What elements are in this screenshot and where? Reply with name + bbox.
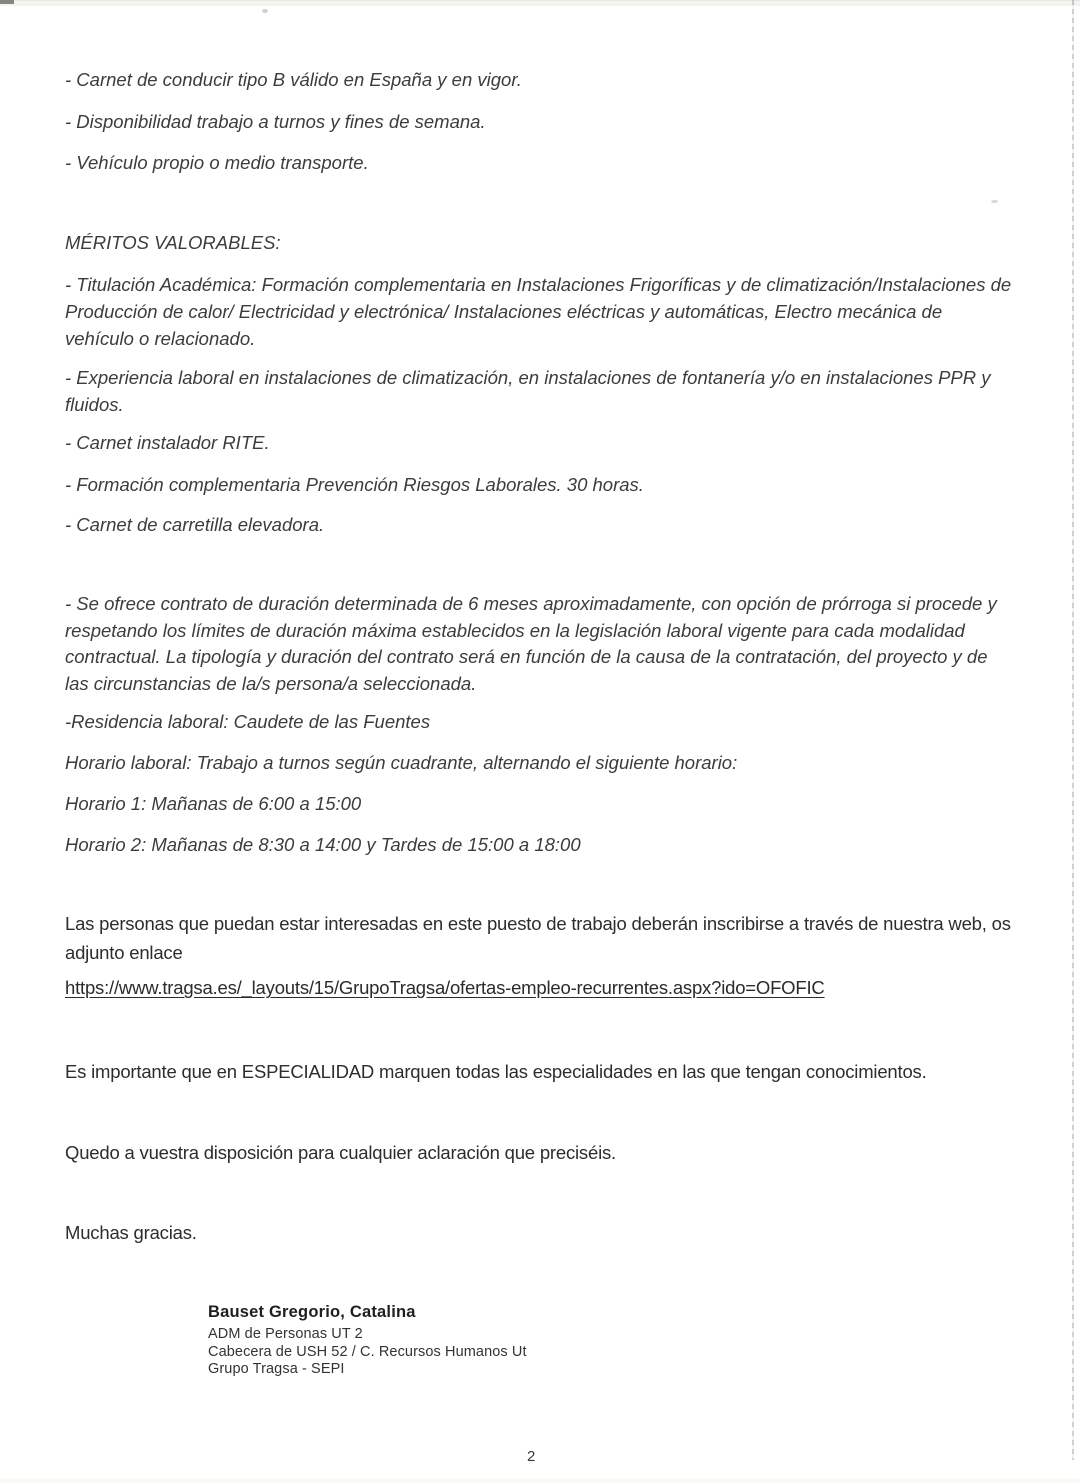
- merit-item: - Experiencia laboral en instalaciones de climatización, en instalaciones de fontanería y/o en instalaciones PPR y fluidos.: [65, 367, 991, 415]
- scan-artifact-speck: [262, 9, 268, 13]
- signature-block: [208, 1303, 527, 1379]
- thanks-line: Muchas gracias.: [65, 1222, 197, 1243]
- page-number: 2: [527, 1448, 536, 1465]
- scan-artifact-bottom-band: [0, 1479, 1080, 1483]
- scan-artifact-right-streak: [1072, 0, 1074, 1460]
- signature-role: ADM de Personas UT 2: [208, 1326, 363, 1342]
- requirement-item: - Vehículo propio o medio transporte.: [65, 152, 369, 173]
- schedule-option-2: Horario 2: Mañanas de 8:30 a 14:00 y Tardes de 15:00 a 18:00: [65, 834, 581, 855]
- scan-artifact-speck: [991, 200, 998, 203]
- merit-item: - Titulación Académica: Formación complementaria en Instalaciones Frigoríficas y de climatización/Instalaciones de Producción de calor/ Electricidad y electrónica/ Instalaciones eléctricas y automáticas, Electro mecánica de vehículo o relacionado.: [65, 274, 1012, 349]
- closing-line: Quedo a vuestra disposición para cualquier aclaración que preciséis.: [65, 1142, 616, 1163]
- speciality-note: Es importante que en ESPECIALIDAD marquen todas las especialidades en las que tengan conocimientos.: [65, 1061, 927, 1082]
- requirement-item: - Disponibilidad trabajo a turnos y fines de semana.: [65, 111, 486, 132]
- signature-department: Cabecera de USH 52 / C. Recursos Humanos Ut: [208, 1343, 527, 1360]
- application-intro: Las personas que puedan estar interesadas en este puesto de trabajo deberán inscribirse a través de nuestra web, os adjunto enlace: [65, 913, 1011, 963]
- merit-item: - Formación complementaria Prevención Riesgos Laborales. 30 horas.: [65, 474, 644, 495]
- signature-company: Grupo Tragsa - SEPI: [208, 1361, 345, 1377]
- scan-artifact-corner-mark: [0, 0, 14, 4]
- work-residence: -Residencia laboral: Caudete de las Fuentes: [65, 711, 431, 732]
- contract-terms: - Se ofrece contrato de duración determinada de 6 meses aproximadamente, con opción de prórroga si procede y respetando los límites de duración máxima establecidos en la legislación laboral vigente para cada modalidad contractual. La tipología y duración del contrato será en función de la causa de la contratación, del proyecto y de las circunstancias de la/s persona/a seleccionada.: [65, 593, 997, 694]
- merit-item: - Carnet de carretilla elevadora.: [65, 514, 325, 535]
- scan-artifact-top-band: [0, 0, 1080, 6]
- merits-heading: MÉRITOS VALORABLES:: [65, 232, 281, 253]
- schedule-intro: Horario laboral: Trabajo a turnos según cuadrante, alternando el siguiente horario:: [65, 752, 738, 773]
- application-link[interactable]: https://www.tragsa.es/_layouts/15/GrupoTragsa/ofertas-empleo-recurrentes.aspx?ido=OFOFIC: [65, 977, 825, 998]
- merit-item: - Carnet instalador RITE.: [65, 432, 270, 453]
- requirement-item: - Carnet de conducir tipo B válido en España y en vigor.: [65, 69, 522, 90]
- signature-name: Bauset Gregorio, Catalina: [208, 1303, 416, 1321]
- schedule-option-1: Horario 1: Mañanas de 6:00 a 15:00: [65, 793, 362, 814]
